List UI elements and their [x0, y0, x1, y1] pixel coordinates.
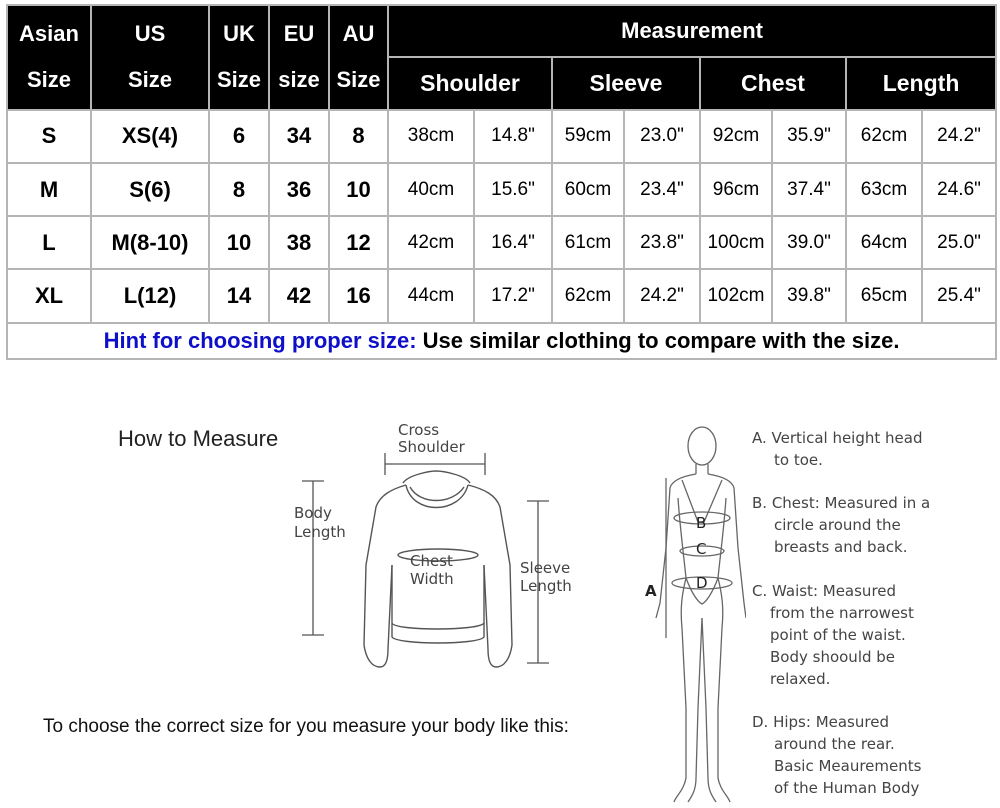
legend-a: A. Vertical height head to toe. — [752, 429, 923, 469]
sleeve-cm-cell: 60cm — [552, 163, 624, 216]
chest-width-label: Chest — [410, 552, 453, 570]
body-length-label: Body — [294, 504, 332, 522]
header-eu-size: EU size — [269, 5, 329, 110]
shoulder-cm-cell: 38cm — [388, 110, 474, 163]
asian-size-cell: M — [7, 163, 91, 216]
shoulder-in-cell: 14.8" — [474, 110, 552, 163]
human-body-icon — [656, 427, 746, 802]
table-row — [7, 216, 996, 269]
eu-size-cell: 36 — [269, 163, 329, 216]
chest-cm-cell: 92cm — [700, 110, 772, 163]
length-cm-cell: 65cm — [846, 269, 922, 322]
header-asian-size: Asian Size — [7, 5, 91, 110]
header-shoulder: Shoulder — [388, 57, 552, 109]
us-size-cell: L(12) — [91, 269, 209, 322]
chest-width-label: Width — [410, 570, 454, 588]
legend-b: B. Chest: Measured in a circle around the breasts and back. — [752, 494, 931, 556]
marker-b-label: B — [696, 514, 707, 532]
how-to-measure-title: How to Measure — [118, 426, 279, 451]
header-measurement: Measurement — [388, 5, 996, 57]
sleeve-in-cell: 23.0" — [624, 110, 700, 163]
shoulder-in-cell: 15.6" — [474, 163, 552, 216]
asian-size-cell: L — [7, 216, 91, 269]
chest-in-cell: 35.9" — [772, 110, 846, 163]
legend-d: D. Hips: Measured around the rear. Basic Meaurements of the Human Body — [752, 713, 922, 797]
length-in-cell: 24.6" — [922, 163, 996, 216]
length-in-cell: 25.0" — [922, 216, 996, 269]
us-size-cell: M(8-10) — [91, 216, 209, 269]
us-size-cell: XS(4) — [91, 110, 209, 163]
chest-in-cell: 39.0" — [772, 216, 846, 269]
marker-a-label: A — [645, 582, 657, 600]
uk-size-cell: 10 — [209, 216, 269, 269]
sweater-diagram — [280, 415, 600, 675]
sleeve-cm-cell: 62cm — [552, 269, 624, 322]
header-us-size: US Size — [91, 5, 209, 110]
sleeve-in-cell: 23.8" — [624, 216, 700, 269]
table-row — [7, 110, 996, 163]
sleeve-length-label: Length — [520, 577, 572, 595]
table-row — [7, 269, 996, 322]
chest-cm-cell: 96cm — [700, 163, 772, 216]
us-size-cell: S(6) — [91, 163, 209, 216]
hint-text: Use similar clothing to compare with the size. — [416, 327, 900, 353]
legend-c: C. Waist: Measured from the narrowest point of the waist. Body shoould be relaxed. — [752, 582, 914, 688]
shoulder-in-cell: 16.4" — [474, 216, 552, 269]
eu-size-cell: 34 — [269, 110, 329, 163]
size-hint — [7, 323, 996, 359]
cross-shoulder-label: Shoulder — [398, 438, 465, 456]
body-figure — [636, 418, 746, 806]
shoulder-in-cell: 17.2" — [474, 269, 552, 322]
sleeve-length-label: Sleeve — [520, 559, 571, 577]
length-in-cell: 24.2" — [922, 110, 996, 163]
au-size-cell: 12 — [329, 216, 388, 269]
shoulder-cm-cell: 40cm — [388, 163, 474, 216]
shoulder-cm-cell: 42cm — [388, 216, 474, 269]
asian-size-cell: XL — [7, 269, 91, 322]
header-au-size: AU Size — [329, 5, 388, 110]
au-size-cell: 10 — [329, 163, 388, 216]
sleeve-in-cell: 24.2" — [624, 269, 700, 322]
choose-size-instruction: To choose the correct size for you measure your body like this: — [43, 716, 569, 737]
sleeve-cm-cell: 61cm — [552, 216, 624, 269]
shoulder-cm-cell: 44cm — [388, 269, 474, 322]
length-cm-cell: 62cm — [846, 110, 922, 163]
header-length: Length — [846, 57, 996, 109]
table-row — [7, 163, 996, 216]
au-size-cell: 16 — [329, 269, 388, 322]
cross-shoulder-label: Cross — [398, 421, 440, 439]
au-size-cell: 8 — [329, 110, 388, 163]
eu-size-cell: 38 — [269, 216, 329, 269]
sleeve-cm-cell: 59cm — [552, 110, 624, 163]
chest-in-cell: 37.4" — [772, 163, 846, 216]
eu-size-cell: 42 — [269, 269, 329, 322]
chest-cm-cell: 102cm — [700, 269, 772, 322]
uk-size-cell: 8 — [209, 163, 269, 216]
marker-d-label: D — [696, 574, 708, 592]
uk-size-cell: 14 — [209, 269, 269, 322]
chest-cm-cell: 100cm — [700, 216, 772, 269]
uk-size-cell: 6 — [209, 110, 269, 163]
header-sleeve: Sleeve — [552, 57, 700, 109]
body-length-label: Length — [294, 523, 346, 541]
marker-c-label: C — [696, 540, 707, 558]
length-cm-cell: 63cm — [846, 163, 922, 216]
header-uk-size: UK Size — [209, 5, 269, 110]
size-chart-table — [6, 4, 997, 360]
header-chest: Chest — [700, 57, 846, 109]
asian-size-cell: S — [7, 110, 91, 163]
sleeve-in-cell: 23.4" — [624, 163, 700, 216]
hint-label: Hint for choosing proper size: — [103, 327, 417, 353]
length-cm-cell: 64cm — [846, 216, 922, 269]
length-in-cell: 25.4" — [922, 269, 996, 322]
chest-in-cell: 39.8" — [772, 269, 846, 322]
